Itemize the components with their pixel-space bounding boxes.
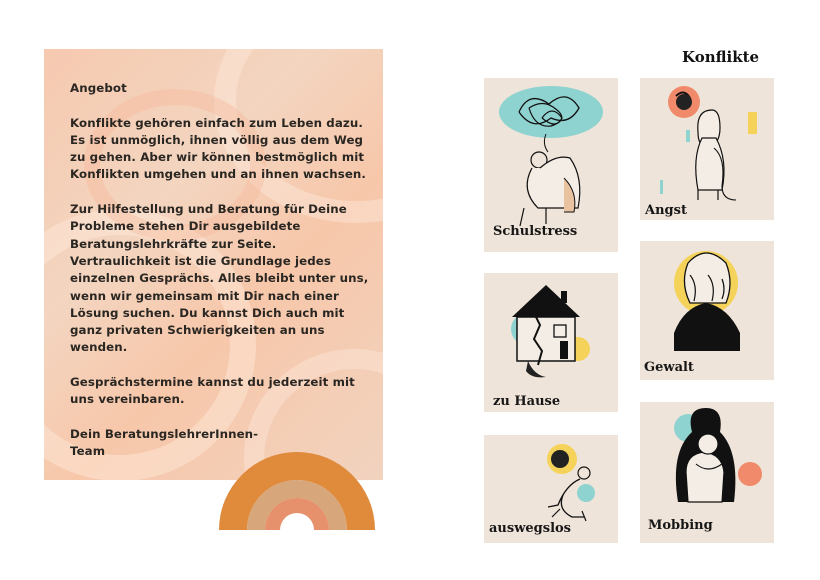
card-zu-hause[interactable] (484, 273, 618, 412)
offer-signature: Dein BeratungslehrerInnen-Team (70, 426, 259, 459)
card-schulstress[interactable] (484, 78, 618, 252)
card-label: zu Hause (493, 394, 561, 409)
broken-house-icon (484, 273, 618, 412)
card-label: Angst (645, 203, 687, 218)
offer-text (70, 80, 370, 478)
card-angst[interactable] (640, 78, 774, 220)
offer-paragraph-1: Konflikte gehören einfach zum Leben dazu. Es ist unmöglich, ihnen völlig aus dem Weg zu gehen. Aber wir können bestmöglich mit Konflikten umgehen und an ihnen wachsen. (70, 115, 367, 182)
offer-heading: Angebot (70, 81, 127, 95)
conflicts-heading: Konflikte (682, 48, 760, 66)
card-label: Mobbing (648, 518, 713, 533)
offer-paragraph-3: Gesprächstermine kannst du jederzeit mit uns vereinbaren. (70, 375, 355, 407)
rainbow-icon (219, 430, 375, 530)
card-label: Gewalt (644, 360, 694, 375)
offer-paragraph-2: Zur Hilfestellung und Beratung für Deine Probleme stehen Dir ausgebildete Beratungslehrkräfte zur Seite. Vertraulichkeit ist die Grundlage jedes einzelnen Gesprächs. Alles bleibt unter uns, wenn wir gemeinsam mit Dir nach einer Lösung suchen. Du kannst Dich auch mit ganz privaten Schwierigkeiten an uns wenden. (70, 202, 369, 355)
card-label: auswegslos (489, 521, 571, 536)
card-gewalt[interactable] (640, 241, 774, 380)
card-label: Schulstress (493, 224, 578, 239)
card-mobbing[interactable] (640, 402, 774, 543)
anxious-person-icon (640, 78, 774, 220)
card-auswegslos[interactable] (484, 435, 618, 543)
